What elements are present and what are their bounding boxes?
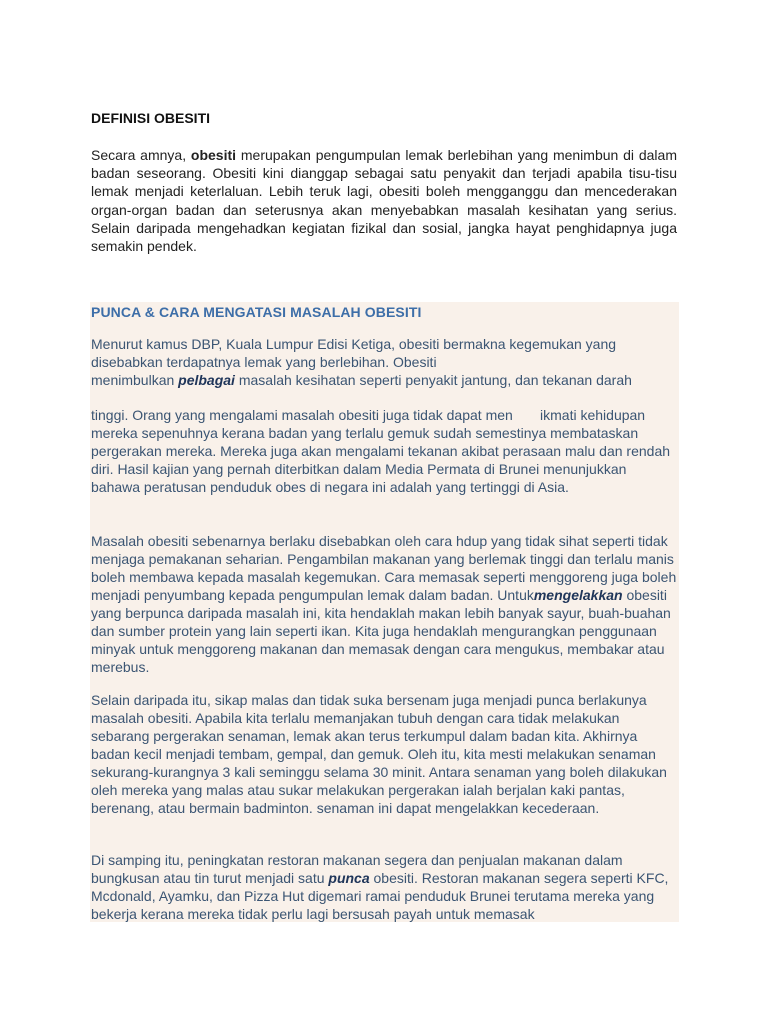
- p3-bold-term: mengelakkan: [533, 587, 623, 603]
- section-paragraph-2: tinggi. Orang yang mengalami masalah obesiti juga tidak dapat men ikmati kehidupan mereka sepenuhnya kerana badan yang terlalu gemuk sudah semestinya membataskan pergerakan mereka. Mereka juga akan mengalami tekanan akibat perasaan malu dan rendah diri. Hasil kajian yang pernah diterbitkan dalam Media Permata di Brunei menunjukkan bahawa peratusan penduduk obes di negara ini adalah yang tertinggi di Asia.: [91, 407, 671, 495]
- section-paragraph-5: [91, 851, 677, 922]
- intro-paragraph: [91, 146, 677, 255]
- section-paragraph-1: [91, 335, 677, 389]
- section-paragraph-4: Selain daripada itu, sikap malas dan tidak suka bersenam juga menjadi punca berlakunya masalah obesiti. Apabila kita terlalu memanjakan tubuh dengan cara tidak melakukan sebarang pergerakan senaman, lemak akan terus terkumpul dalam badan kita. Akhirnya badan kecil menjadi tembam, gempal, dan gemuk. Oleh itu, kita mesti melakukan senaman sekurang-kurangnya 3 kali seminggu selama 30 minit. Antara senaman yang boleh dilakukan oleh mereka yang malas atau sukar melakukan pergerakan ialah berjalan kaki pantas, berenang, atau bermain badminton. senaman ini dapat mengelakkan kecederaan.: [91, 692, 667, 816]
- intro-text-2: merupakan pengumpulan lemak berlebihan yang menimbun di dalam badan seseorang. Obesiti kini dianggap sebagai satu penyakit dan terjadi apabila tisu-tisu lemak menjadi keterlaluan. Lebih teruk lagi, obesiti boleh mengganggu dan mencederakan organ-organ badan dan seterusnya akan menyebabkan masalah kesihatan yang serius. Selain daripada mengehadkan kegiatan fizikal dan sosial, jangka hayat penghidapnya juga semakin pendek.: [91, 147, 677, 255]
- p1-bold-term: pelbagai: [178, 372, 235, 388]
- p1-text-b: menimbulkan: [91, 372, 179, 388]
- p5-text-b: obesiti. Restoran makanan segera seperti KFC, Mcdonald, Ayamku, dan Pizza Hut digemari ramai penduduk Brunei terutama mereka yang bekerja kerana mereka tidak perlu lagi bersusah payah untuk memasak: [91, 870, 669, 922]
- p3-text-b: obesiti yang berpunca daripada masalah ini, kita hendaklah makan lebih banyak sayur, buah-buahan dan sumber protein yang lain seperti ikan. Kita juga hendaklah mengurangkan penggunaan minyak untuk menggoreng makanan dan memasak dengan cara mengukus, membakar atau merebus.: [91, 587, 671, 675]
- p5-bold-term: punca: [328, 870, 370, 886]
- p3-text-a: Masalah obesiti sebenarnya berlaku disebabkan oleh cara hdup yang tidak sihat seperti tidak menjaga pemakanan seharian. Pengambilan makanan yang berlemak tinggi dan terlalu manis boleh membawa kepada masalah kegemukan. Cara memasak seperti menggoreng juga boleh menjadi penyumbang kepada pengumpulan lemak dalam badan. Untuk: [91, 533, 677, 603]
- p1-text-c: masalah kesihatan seperti penyakit jantung, dan tekanan darah: [234, 372, 632, 388]
- section-heading: PUNCA & CARA MENGATASI MASALAH OBESITI: [91, 304, 422, 320]
- intro-bold-term: obesiti: [190, 147, 237, 163]
- highlighted-section: [90, 302, 679, 922]
- p1-text-a: Menurut kamus DBP, Kuala Lumpur Edisi Ketiga, obesiti bermakna kegemukan yang disebabkan terdapatnya lemak yang berlebihan. Obesiti: [91, 336, 617, 370]
- p5-text-a: Di samping itu, peningkatan restoran makanan segera dan penjualan makanan dalam bungkusan atau tin turut menjadi satu: [91, 852, 623, 886]
- section-paragraph-3: [91, 532, 677, 676]
- document-title: DEFINISI OBESITI: [91, 110, 211, 126]
- intro-text-1: Secara amnya,: [91, 147, 191, 163]
